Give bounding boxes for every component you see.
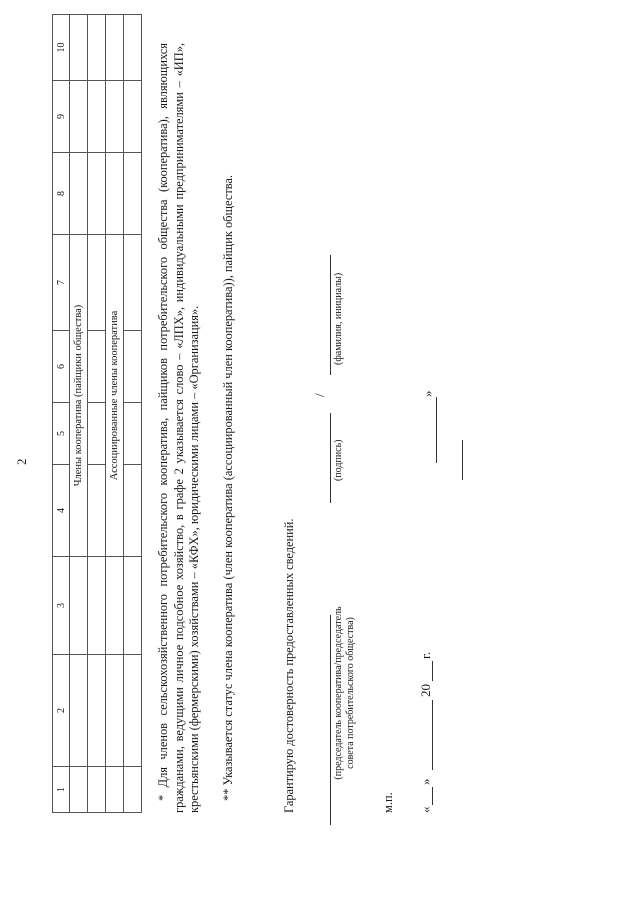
column-header: 7 <box>53 235 70 331</box>
date-close-quote: » <box>418 778 433 785</box>
table-row <box>88 15 106 813</box>
column-header: 4 <box>53 465 70 557</box>
column-header: 9 <box>53 81 70 153</box>
extra-line-1 <box>436 397 437 463</box>
signature-line <box>330 413 331 503</box>
role-label: (председатель кооператива/председатель совета потребительского общества) <box>333 606 356 780</box>
column-header: 2 <box>53 655 70 767</box>
month-line <box>432 700 433 770</box>
table-header-row <box>53 15 70 813</box>
stamp-label: м.п. <box>381 792 395 813</box>
column-header: 1 <box>53 767 70 813</box>
year-suffix: г. <box>418 651 433 659</box>
table-row <box>70 15 88 813</box>
signature-slash: / <box>312 393 327 397</box>
table-row <box>124 15 142 813</box>
footnote-1: * Для членов сельскохозяйственного потребительского кооператива, пайщиков потребительского общества (кооператива), являющихся гражданами, ведущими личное подсобное хозяйство, в графе 2 указывается слово – «ЛПХ», индивидуальными предпринимателями – «ИП», крестьянскими (фермерскими) хозяйствами – «КФХ», юридическими лицами – «Организация». <box>156 43 202 813</box>
page-number: 2 <box>14 458 29 465</box>
footnote-2: ** Указывается статус члена кооператива (член кооператива (ассоциированный член кооператива)), пайщик общества. <box>221 174 235 801</box>
name-line <box>330 255 331 375</box>
name-label: (фамилия, инициалы) <box>333 272 344 365</box>
extra-line-2 <box>462 440 463 480</box>
table-row <box>106 15 124 813</box>
year-prefix: 20 <box>418 684 433 697</box>
role-line <box>330 615 331 825</box>
section-members-label: Члены кооператива (пайщики общества) <box>70 235 88 557</box>
signature-label: (подпись) <box>333 439 344 481</box>
extra-quote: » <box>420 390 435 397</box>
year-line <box>432 661 433 681</box>
column-header: 6 <box>53 331 70 403</box>
column-header: 8 <box>53 153 70 235</box>
column-header: 3 <box>53 557 70 655</box>
column-header: 10 <box>53 15 70 81</box>
guarantee-statement: Гарантирую достоверность предоставленных сведений. <box>282 518 296 813</box>
day-line <box>432 787 433 805</box>
column-header: 5 <box>53 403 70 465</box>
data-table <box>52 14 142 813</box>
section-associates-label: Ассоциированные члены кооператива <box>106 235 124 557</box>
date-open-quote: « <box>418 806 433 813</box>
